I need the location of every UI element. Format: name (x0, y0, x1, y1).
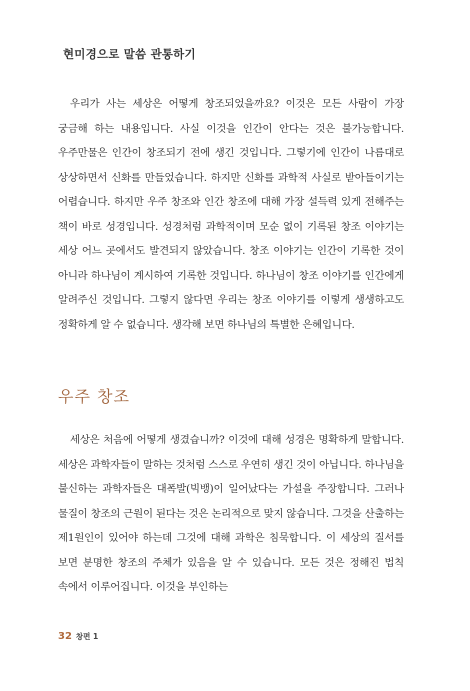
body-paragraph-intro: 우리가 사는 세상은 어떻게 창조되었을까요? 이것은 모든 사람이 가장 궁금해 하는 내용입니다. 사실 이것을 인간이 안다는 것은 불가능합니다. 우주만물은 인간이 창조되기 전에 생긴 것입니다. 그렇기에 인간이 나름대로 상상하면서 신화를 만들었습니다. 하지만 신화를 과학적 사실로 받아들이기는 어렵습니다. 하지만 우주 창조와 인간 창조에 대해 가장 설득력 있게 전해주는 책이 바로 성경입니다. 성경처럼 과학적이며 모순 없이 기록된 창조 이야기는 세상 어느 곳에서도 발견되지 않았습니다. 창조 이야기는 인간이 기록한 것이 아니라 하나님이 계시하여 기록한 것입니다. 하나님이 창조 이야기를 인간에게 알려주신 것입니다. 그렇지 않다면 우리는 창조 이야기를 이렇게 생생하고도 정확하게 알 수 없습니다. 생각해 보면 하나님의 특별한 은혜입니다. (58, 98, 404, 331)
page-footer (58, 631, 98, 642)
chapter-label: 창편 1 (75, 632, 99, 641)
section-heading: 우주 창조 (58, 387, 130, 406)
running-header-title: 현미경으로 말씀 관통하기 (63, 47, 196, 61)
page-number: 32 (58, 631, 72, 642)
body-paragraph-creation: 세상은 처음에 어떻게 생겼습니까? 이것에 대해 성경은 명확하게 말합니다. 세상은 과학자들이 말하는 것처럼 스스로 우연히 생긴 것이 아닙니다. 하나님을 불신하는 과학자들은 대폭발(빅뱅)이 일어났다는 가설을 주장합니다. 그러나 물질이 창조의 근원이 된다는 것은 논리적으로 맞지 않습니다. 그것을 산출하는 제1원인이 있어야 하는데 그것에 대해 과학은 침묵합니다. 이 세상의 질서를 보면 분명한 창조의 주체가 있음을 알 수 있습니다. 모든 것은 정해진 법칙 속에서 이루어집니다. 이것을 부인하는 (58, 434, 404, 593)
